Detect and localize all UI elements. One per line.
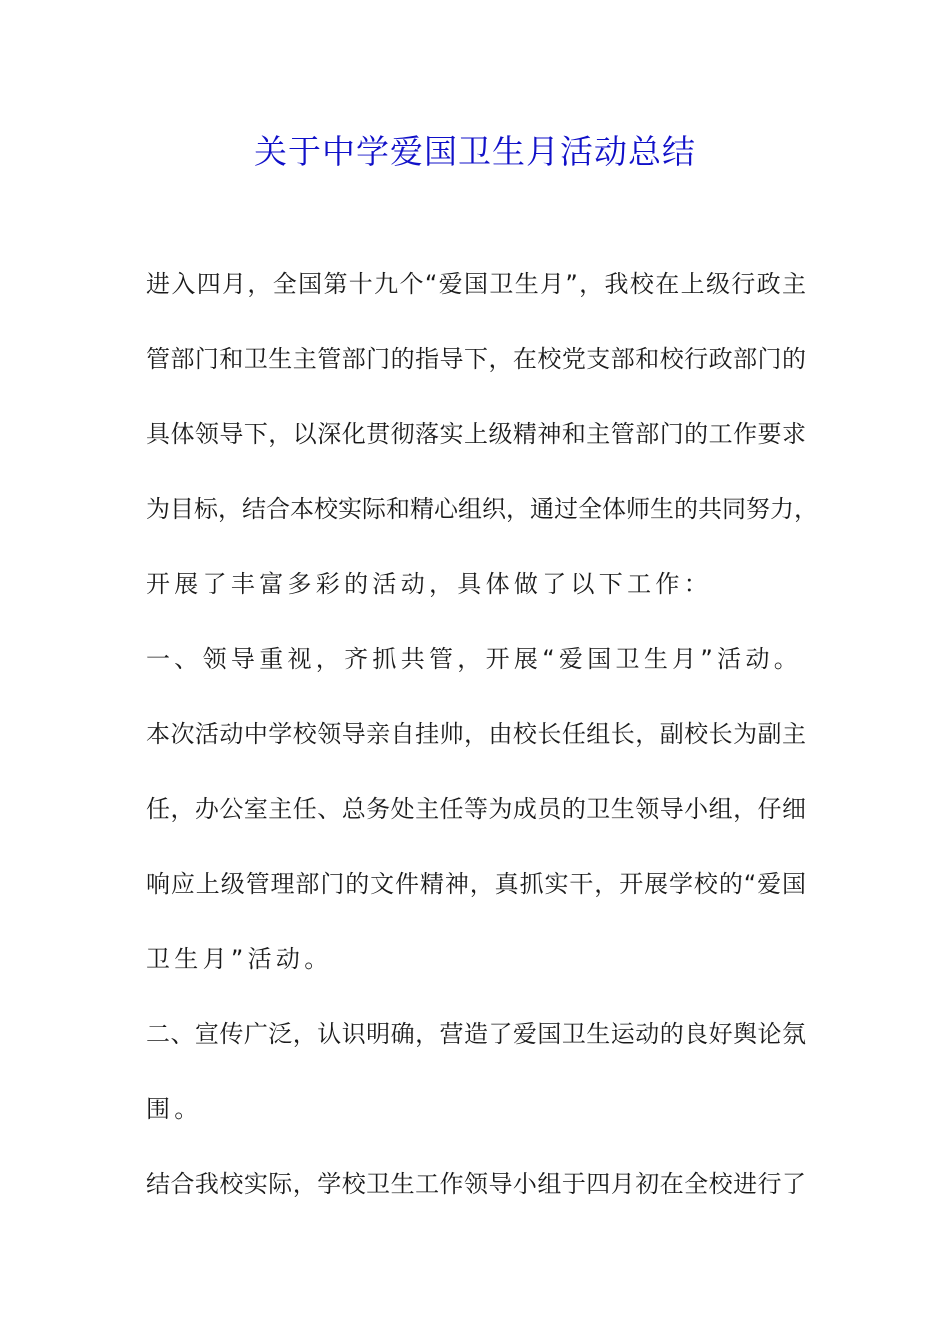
body-line: 结合我校实际，学校卫生工作领导小组于四月初在全校进行了 <box>146 1170 806 1198</box>
body-line: 开展了丰富多彩的活动，具体做了以下工作： <box>146 570 712 598</box>
body-line: 为目标，结合本校实际和精心组织，通过全体师生的共同努力， <box>146 495 818 523</box>
body-line: 管部门和卫生主管部门的指导下，在校党支部和校行政部门的 <box>146 345 806 373</box>
body-line: 进入四月，全国第十九个“爱国卫生月”，我校在上级行政主 <box>146 270 806 298</box>
document-title: 关于中学爱国卫生月活动总结 <box>254 132 696 171</box>
section-heading: 二、宣传广泛，认识明确，营造了爱国卫生运动的良好舆论氛 <box>146 1020 806 1048</box>
section-heading: 一、领导重视，齐抓共管，开展“爱国卫生月”活动。 <box>146 645 803 673</box>
body-line: 卫生月”活动。 <box>146 945 333 973</box>
body-line: 响应上级管理部门的文件精神，真抓实干，开展学校的“爱国 <box>146 870 806 898</box>
body-line: 任，办公室主任、总务处主任等为成员的卫生领导小组，仔细 <box>146 795 806 823</box>
body-line: 本次活动中学校领导亲自挂帅，由校长任组长，副校长为副主 <box>146 720 806 748</box>
body-line: 具体领导下，以深化贯彻落实上级精神和主管部门的工作要求 <box>146 420 806 448</box>
section-heading: 围。 <box>146 1095 203 1123</box>
